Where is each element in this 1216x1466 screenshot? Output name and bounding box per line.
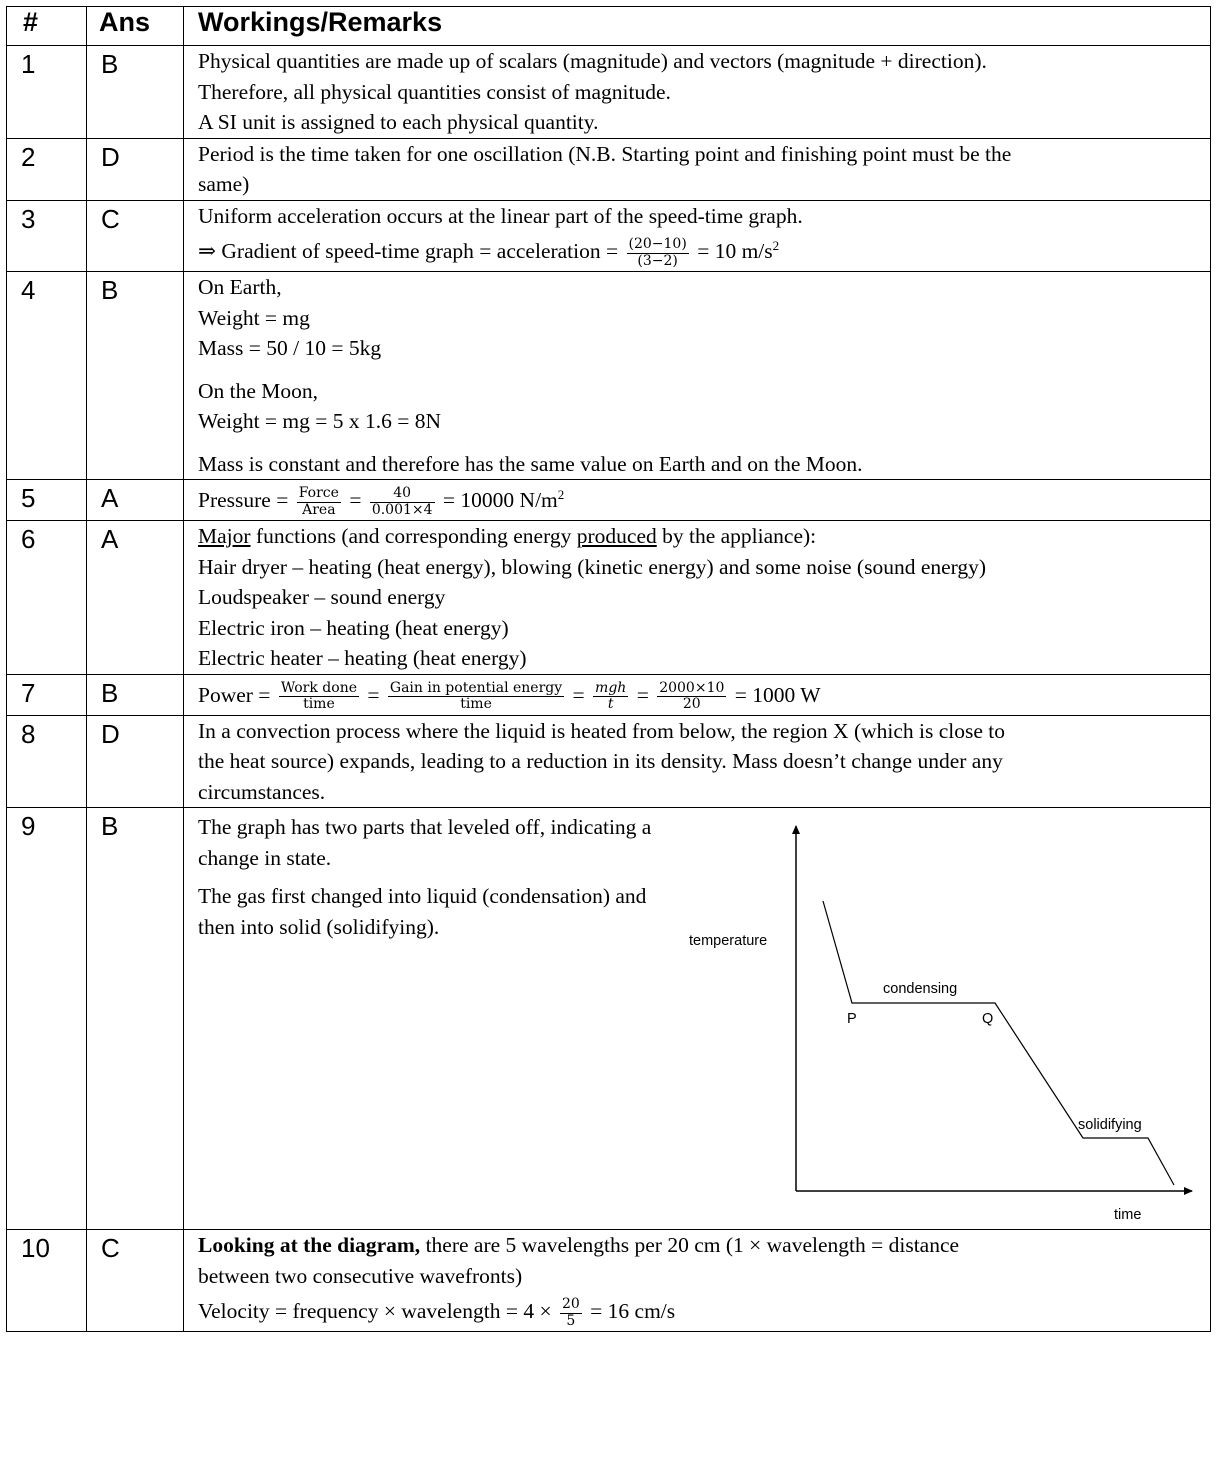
answer-letter: B [87,46,184,139]
point-p-label: P [847,1011,857,1027]
formula-text: = [343,488,367,512]
header-ans: Ans [87,7,184,46]
fraction-numerator: Work done [280,679,357,696]
fraction-numerator: (20−10) [628,236,687,253]
cooling-curve-graph [684,808,1204,1229]
table-row [7,715,1211,808]
workings-line: Mass = 50 / 10 = 5kg [198,336,382,360]
answer-letter: A [87,480,184,521]
table-row [7,138,1211,200]
y-axis-label: temperature [689,933,768,949]
fraction-denominator: 0.001×4 [371,501,433,518]
solidifying-label: solidifying [1078,1117,1142,1133]
workings-line: Hair dryer – heating (heat energy), blowing (kinetic energy) and some noise (sound energy) [198,554,987,579]
cooling-curve-line [823,901,1174,1185]
formula-text: = 16 cm/s [584,1299,676,1323]
formula-text: = 10000 N/m [437,488,558,512]
workings-line: On the Moon, [198,378,319,403]
formula-text: = 10 m/s [691,239,773,263]
fraction-denominator: 20 [682,696,701,713]
workings-line: Loudspeaker – sound energy [198,585,446,609]
fraction-denominator [593,697,628,712]
workings-line [198,1230,1204,1261]
workings-line [198,480,1204,520]
workings-line: circumstances. [198,779,326,804]
formula-text: = [631,682,655,707]
formula-text: = [362,682,385,707]
workings-line: Physical quantities are made up of scalars (magnitude) and vectors (magnitude + direction). [198,49,987,73]
paragraph: The gas first changed into liquid (condensation) and then into solid (solidifying). [198,884,647,939]
fraction-numerator: 2000×10 [659,679,725,696]
question-number: 5 [7,480,87,521]
superscript: 2 [557,486,565,502]
question-number: 8 [7,715,87,808]
fraction [657,681,726,713]
text: functions (and corresponding energy [250,524,577,548]
fraction [370,486,435,518]
question-number: 7 [7,674,87,715]
table-row [7,200,1211,272]
workings-line: A SI unit is assigned to each physical quantity. [198,110,599,134]
graph-section [184,808,1210,1229]
underlined-text: Major [198,524,251,548]
fraction [297,486,341,518]
fraction-denominator: 5 [566,1312,576,1329]
question-number: 4 [7,272,87,480]
formula-text: Power = [198,682,276,707]
header-num: # [7,7,87,46]
answer-letter: B [87,808,184,1230]
text: by the appliance): [656,524,817,548]
workings-line: Period is the time taken for one oscillation (N.B. Starting point and finishing point must be the [198,141,1012,166]
workings-line [198,675,1204,715]
workings-line: Weight = mg [198,305,310,330]
workings-line: Weight = mg = 5 x 1.6 = 8N [198,409,442,433]
table-row [7,674,1211,715]
fraction-denominator: time [303,696,335,713]
question-number: 9 [7,808,87,1230]
workings-line [198,521,1204,552]
paragraph: The graph has two parts that leveled off, indicating a change in state. [198,815,652,870]
table-row [7,480,1211,521]
formula-text: = 1000 W [729,682,821,707]
workings-line: Electric iron – heating (heat energy) [198,615,509,640]
formula-text: ⇒ Gradient of speed-time graph = acceleration = [198,239,624,263]
table-row [7,521,1211,675]
workings-cell [184,808,1211,1230]
fraction [593,681,628,713]
workings-line: Uniform acceleration occurs at the linear part of the speed-time graph. [198,203,803,228]
workings-line: Therefore, all physical quantities consist of magnitude. [198,79,671,104]
superscript: 2 [772,237,780,253]
formula-text: Pressure = [198,488,294,512]
answer-letter: B [87,272,184,480]
question-number: 2 [7,138,87,200]
fraction-numerator [593,681,628,697]
workings-line: In a convection process where the liquid is heated from below, the region X (which is close to [198,718,1006,743]
workings-cell [184,674,1211,715]
answer-letter: D [87,715,184,808]
table-row [7,272,1211,480]
fraction-denominator: Area [302,501,336,518]
table-row [7,1230,1211,1332]
workings-cell [184,521,1211,675]
italic-text: mgh [595,679,627,696]
workings-line: Electric heater – heating (heat energy) [198,646,527,670]
text: there are 5 wavelengths per 20 cm (1 × wavelength = distance [420,1233,960,1257]
point-q-label: Q [982,1011,994,1027]
answers-table [6,6,1211,1332]
header-row [7,7,1211,46]
header-workings: Workings/Remarks [184,7,1211,46]
question-number: 1 [7,46,87,139]
workings-cell [184,46,1211,139]
workings-line: between two consecutive wavefronts) [198,1263,523,1288]
fraction-numerator: 20 [561,1296,580,1313]
question-number: 10 [7,1230,87,1332]
workings-line: On Earth, [198,275,282,299]
question-number: 6 [7,521,87,675]
underlined-text: produced [576,524,657,548]
table-row [7,808,1211,1230]
workings-line: same) [198,172,250,196]
condensing-label: condensing [883,981,958,997]
workings-line [198,231,1204,271]
workings-line: the heat source) expands, leading to a reduction in its density. Mass doesn’t change under any [198,749,1003,773]
formula-text: Velocity = frequency × wavelength = 4 × [198,1299,557,1323]
workings-cell [184,1230,1211,1332]
fraction [279,681,359,713]
fraction-denominator: time [460,696,492,713]
workings-cell [184,272,1211,480]
graph-explanation [198,812,668,952]
italic-text: t [607,696,614,713]
workings-cell [184,138,1211,200]
answer-letter: D [87,138,184,200]
fraction-numerator: Force [298,485,339,502]
question-number: 3 [7,200,87,272]
fraction-denominator: (3−2) [637,252,678,269]
formula-text: = [567,682,591,707]
workings-cell [184,480,1211,521]
answer-letter: A [87,521,184,675]
workings-cell [184,200,1211,272]
fraction [560,1297,582,1329]
fraction-numerator: 40 [370,486,435,502]
fraction-numerator: Gain in potential energy [389,679,563,696]
answer-letter: B [87,674,184,715]
x-axis-label: time [1114,1207,1142,1223]
fraction [388,681,564,713]
answer-letter: C [87,1230,184,1332]
workings-cell [184,715,1211,808]
fraction [627,237,689,269]
bold-text: Looking at the diagram, [198,1233,421,1257]
table-row [7,46,1211,139]
workings-line [198,1291,1204,1331]
workings-line: Mass is constant and therefore has the same value on Earth and on the Moon. [198,451,863,476]
answer-letter: C [87,200,184,272]
